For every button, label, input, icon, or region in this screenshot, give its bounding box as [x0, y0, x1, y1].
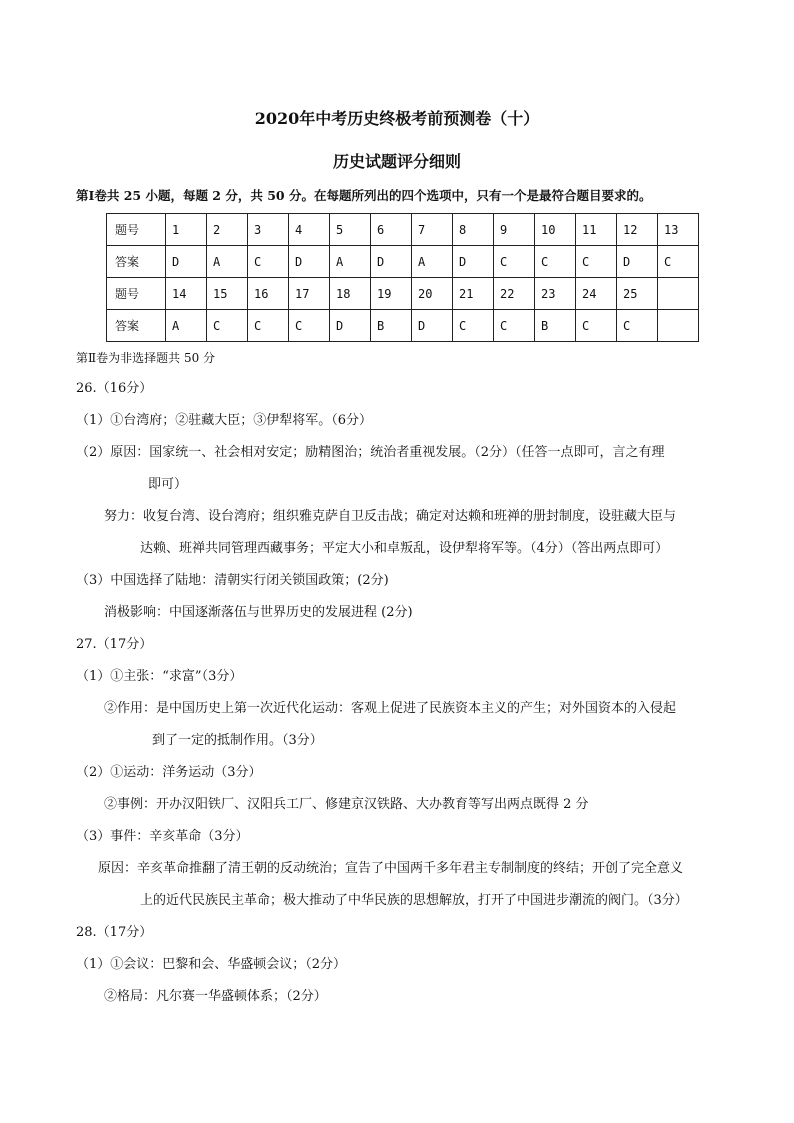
answer-cell: D — [371, 246, 412, 278]
table-row — [107, 278, 699, 310]
q27-header: 27.（17分） — [76, 637, 153, 652]
question-number-cell: 14 — [166, 278, 207, 310]
question-number-cell: 6 — [371, 214, 412, 246]
q26-part2-reason: （2）原因：国家统一、社会相对安定；励精图治；统治者重视发展。（2分）（任答一点即可，言之有理 — [76, 445, 665, 460]
row-label: 答案 — [107, 246, 166, 278]
answer-cell: C — [248, 246, 289, 278]
q27-part2-examples: ②事例：开办汉阳铁厂、汉阳兵工厂、修建京汉铁路、大办教育等写出两点既得 2 分 — [104, 797, 589, 812]
question-number-cell: 19 — [371, 278, 412, 310]
q28-part1-pattern: ②格局：凡尔赛一华盛顿体系；（2分） — [104, 989, 327, 1004]
q27-part3-reason: 原因：辛亥革命推翻了清王朝的反动统治；宣告了中国两千多年君主专制制度的终结；开创了完全意义 — [98, 861, 684, 876]
question-number-cell: 3 — [248, 214, 289, 246]
question-number-cell: 12 — [617, 214, 658, 246]
part1-intro: 第Ⅰ卷共 25 小题，每题 2 分，共 50 分。在每题所列出的四个选项中，只有一个是最符合题目要求的。 — [76, 188, 652, 203]
document-title: 2020年中考历史终极考前预测卷（十） — [254, 109, 540, 128]
part2-intro: 第Ⅱ卷为非选择题共 50 分 — [76, 351, 216, 365]
answer-cell: A — [166, 310, 207, 342]
answer-cell: D — [330, 310, 371, 342]
answer-cell: B — [371, 310, 412, 342]
row-label: 题号 — [107, 214, 166, 246]
question-number-cell: 16 — [248, 278, 289, 310]
q27-part2: （2）①运动：洋务运动（3分） — [76, 765, 262, 780]
table-row — [107, 310, 699, 342]
answer-cell: C — [289, 310, 330, 342]
answer-cell: D — [617, 246, 658, 278]
answer-cell: C — [453, 310, 494, 342]
q28-part1: （1）①会议：巴黎和会、华盛顿会议；（2分） — [76, 957, 347, 972]
q26-part2-reason-cont: 即可） — [148, 477, 188, 492]
question-number-cell: 5 — [330, 214, 371, 246]
answer-cell: C — [658, 246, 699, 278]
q26-part3-impact: 消极影响：中国逐渐落伍与世界历史的发展进程 (2分) — [104, 605, 413, 620]
question-number-cell: 1 — [166, 214, 207, 246]
answer-table — [106, 213, 699, 342]
question-number-cell: 11 — [576, 214, 617, 246]
answer-cell: A — [207, 246, 248, 278]
q27-part1: （1）①主张：“求富”（3分） — [76, 669, 243, 684]
row-label: 题号 — [107, 278, 166, 310]
answer-cell: B — [535, 310, 576, 342]
answer-cell: A — [412, 246, 453, 278]
question-number-cell: 15 — [207, 278, 248, 310]
question-number-cell: 2 — [207, 214, 248, 246]
q26-header: 26.（16分） — [76, 381, 153, 396]
question-number-cell: 4 — [289, 214, 330, 246]
q28-header: 28.（17分） — [76, 925, 153, 940]
table-row — [107, 214, 699, 246]
answer-cell: C — [494, 246, 535, 278]
question-number-cell: 25 — [617, 278, 658, 310]
question-number-cell: 10 — [535, 214, 576, 246]
row-label: 答案 — [107, 310, 166, 342]
answer-cell: D — [289, 246, 330, 278]
answer-cell: C — [494, 310, 535, 342]
answer-cell: C — [248, 310, 289, 342]
question-number-cell: 24 — [576, 278, 617, 310]
table-row — [107, 246, 699, 278]
answer-cell: D — [166, 246, 207, 278]
answer-cell: C — [576, 310, 617, 342]
document-subtitle: 历史试题评分细则 — [332, 152, 461, 171]
q26-part1: （1）①台湾府；②驻藏大臣；③伊犁将军。（6分） — [76, 413, 373, 428]
question-number-cell: 17 — [289, 278, 330, 310]
q27-part3-reason-cont: 上的近代民族民主革命；极大推动了中华民族的思想解放，打开了中国进步潮流的阀门。（3分） — [140, 893, 688, 908]
question-number-cell: 21 — [453, 278, 494, 310]
question-number-cell: 8 — [453, 214, 494, 246]
question-number-cell: 9 — [494, 214, 535, 246]
q26-part3: （3）中国选择了陆地：清朝实行闭关锁国政策；(2分) — [76, 573, 389, 588]
q27-part1-role: ②作用：是中国历史上第一次近代化运动：客观上促进了民族资本主义的产生；对外国资本的入侵起 — [104, 701, 677, 716]
answer-cell: D — [453, 246, 494, 278]
q27-part1-role-cont: 到了一定的抵制作用。（3分） — [152, 733, 323, 748]
question-number-cell: 7 — [412, 214, 453, 246]
answer-cell: A — [330, 246, 371, 278]
answer-cell: C — [535, 246, 576, 278]
q26-part2-effort: 努力：收复台湾、设台湾府；组织雅克萨自卫反击战；确定对达赖和班禅的册封制度，设驻藏大臣与 — [104, 509, 677, 524]
question-number-cell: 18 — [330, 278, 371, 310]
question-number-cell: 22 — [494, 278, 535, 310]
answer-cell: C — [576, 246, 617, 278]
answer-cell: C — [207, 310, 248, 342]
answer-cell — [658, 310, 699, 342]
question-number-cell — [658, 278, 699, 310]
answer-cell: C — [617, 310, 658, 342]
q27-part3: （3）事件：辛亥革命（3分） — [76, 829, 249, 844]
question-number-cell: 23 — [535, 278, 576, 310]
q26-part2-effort-cont: 达赖、班禅共同管理西藏事务；平定大小和卓叛乱，设伊犁将军等。（4分）（答出两点即可） — [140, 541, 669, 556]
answer-cell: D — [412, 310, 453, 342]
question-number-cell: 20 — [412, 278, 453, 310]
question-number-cell: 13 — [658, 214, 699, 246]
